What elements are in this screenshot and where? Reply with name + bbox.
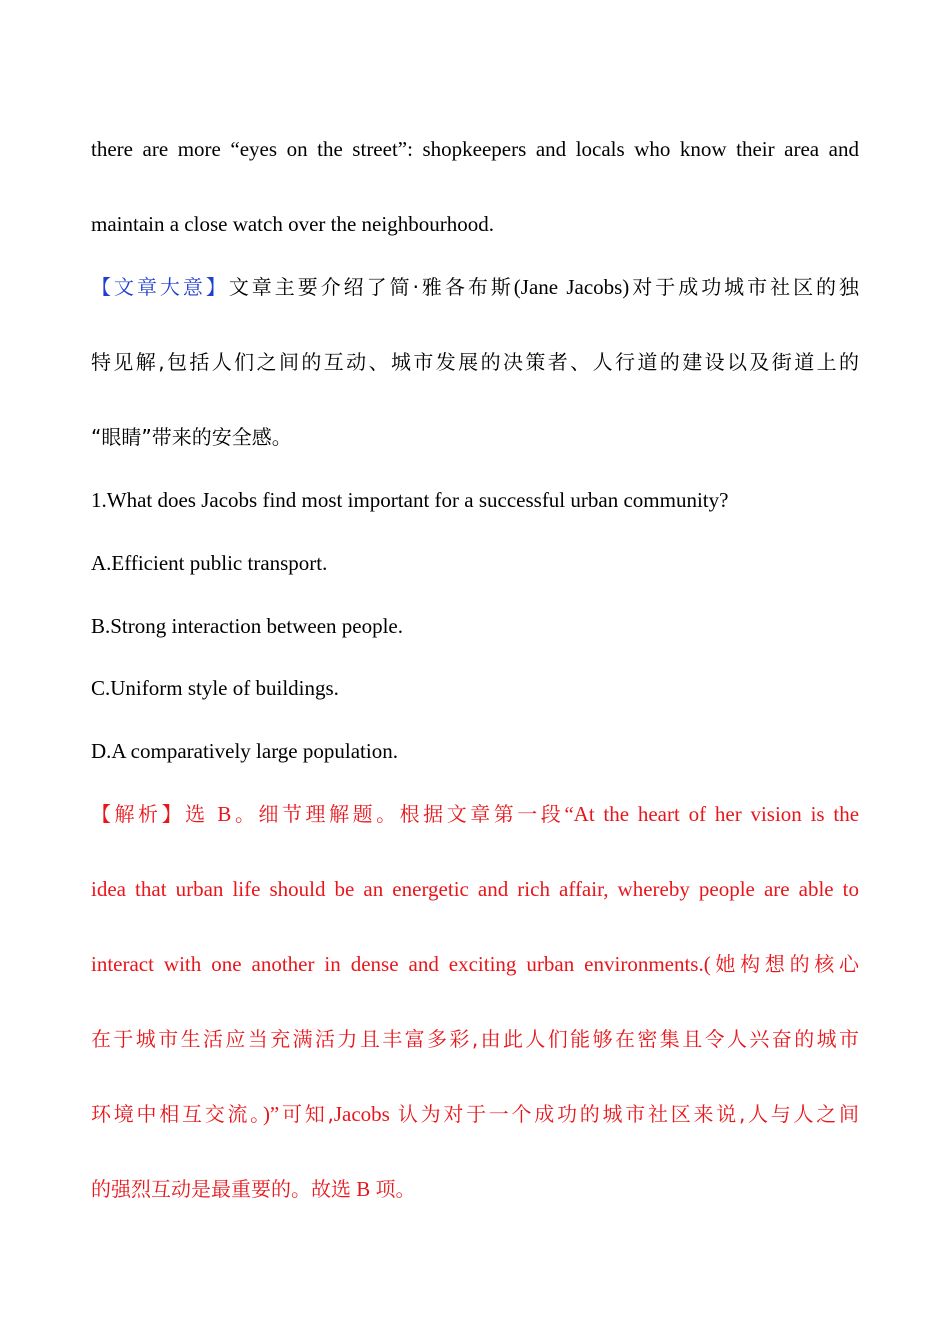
- option-c: C.Uniform style of buildings.: [91, 676, 339, 700]
- analysis-text-g: 环境中相互交流。: [91, 1102, 263, 1126]
- analysis-text-d: “At the heart of her vision is the: [564, 802, 860, 826]
- analysis-text-e: interact with one another in dense and exciting urban environments.(: [91, 952, 711, 976]
- summary-line-3: “眼睛”带来的安全感。: [91, 425, 292, 449]
- option-d: D.A comparatively large population.: [91, 739, 398, 763]
- analysis-text-h: )”: [262, 1102, 280, 1126]
- question-stem: 1.What does Jacobs find most important for a successful urban community?: [91, 488, 729, 512]
- analysis-text-f: 她构想的核心: [710, 952, 859, 976]
- analysis-line-2: idea that urban life should be an energetic and rich affair, whereby people are able to: [91, 877, 859, 901]
- analysis-text-l: 的强烈互动是最重要的。故选: [91, 1177, 351, 1201]
- analysis-text-c: 。细节理解题。根据文章第一段: [231, 802, 565, 826]
- summary-text-a: 文章主要介绍了简·雅各布斯: [228, 275, 514, 299]
- analysis-line-4: 在于城市生活应当充满活力且丰富多彩,由此人们能够在密集且令人兴奋的城市: [91, 1027, 859, 1051]
- analysis-line-6: [91, 1174, 859, 1204]
- analysis-line-5: [91, 1099, 859, 1129]
- summary-text-c: 对于成功城市社区的独: [629, 275, 860, 299]
- analysis-text-j: Jacobs: [333, 1102, 398, 1126]
- summary-line-1: [91, 272, 859, 302]
- option-b: B.Strong interaction between people.: [91, 614, 403, 638]
- summary-tag: 【文章大意】: [91, 275, 229, 299]
- summary-text-b: (Jane Jacobs): [513, 275, 630, 299]
- option-a: A.Efficient public transport.: [91, 551, 328, 575]
- summary-line-2: 特见解,包括人们之间的互动、城市发展的决策者、人行道的建设以及街道上的: [91, 350, 859, 374]
- analysis-line-1: [91, 799, 859, 829]
- analysis-text-b: B: [208, 802, 232, 826]
- passage-line-2: maintain a close watch over the neighbourhood.: [91, 212, 494, 236]
- analysis-text-i: 可知,: [279, 1102, 334, 1126]
- analysis-line-3: [91, 949, 859, 979]
- analysis-tag: 【解析】: [91, 802, 186, 826]
- analysis-text-n: 项。: [375, 1177, 416, 1201]
- analysis-text-a: 选: [185, 802, 209, 826]
- analysis-text-k: 认为对于一个成功的城市社区来说,人与人之间: [397, 1102, 860, 1126]
- analysis-text-m: B: [351, 1177, 376, 1201]
- passage-line-1: there are more “eyes on the street”: shopkeepers and locals who know their area and: [91, 137, 859, 161]
